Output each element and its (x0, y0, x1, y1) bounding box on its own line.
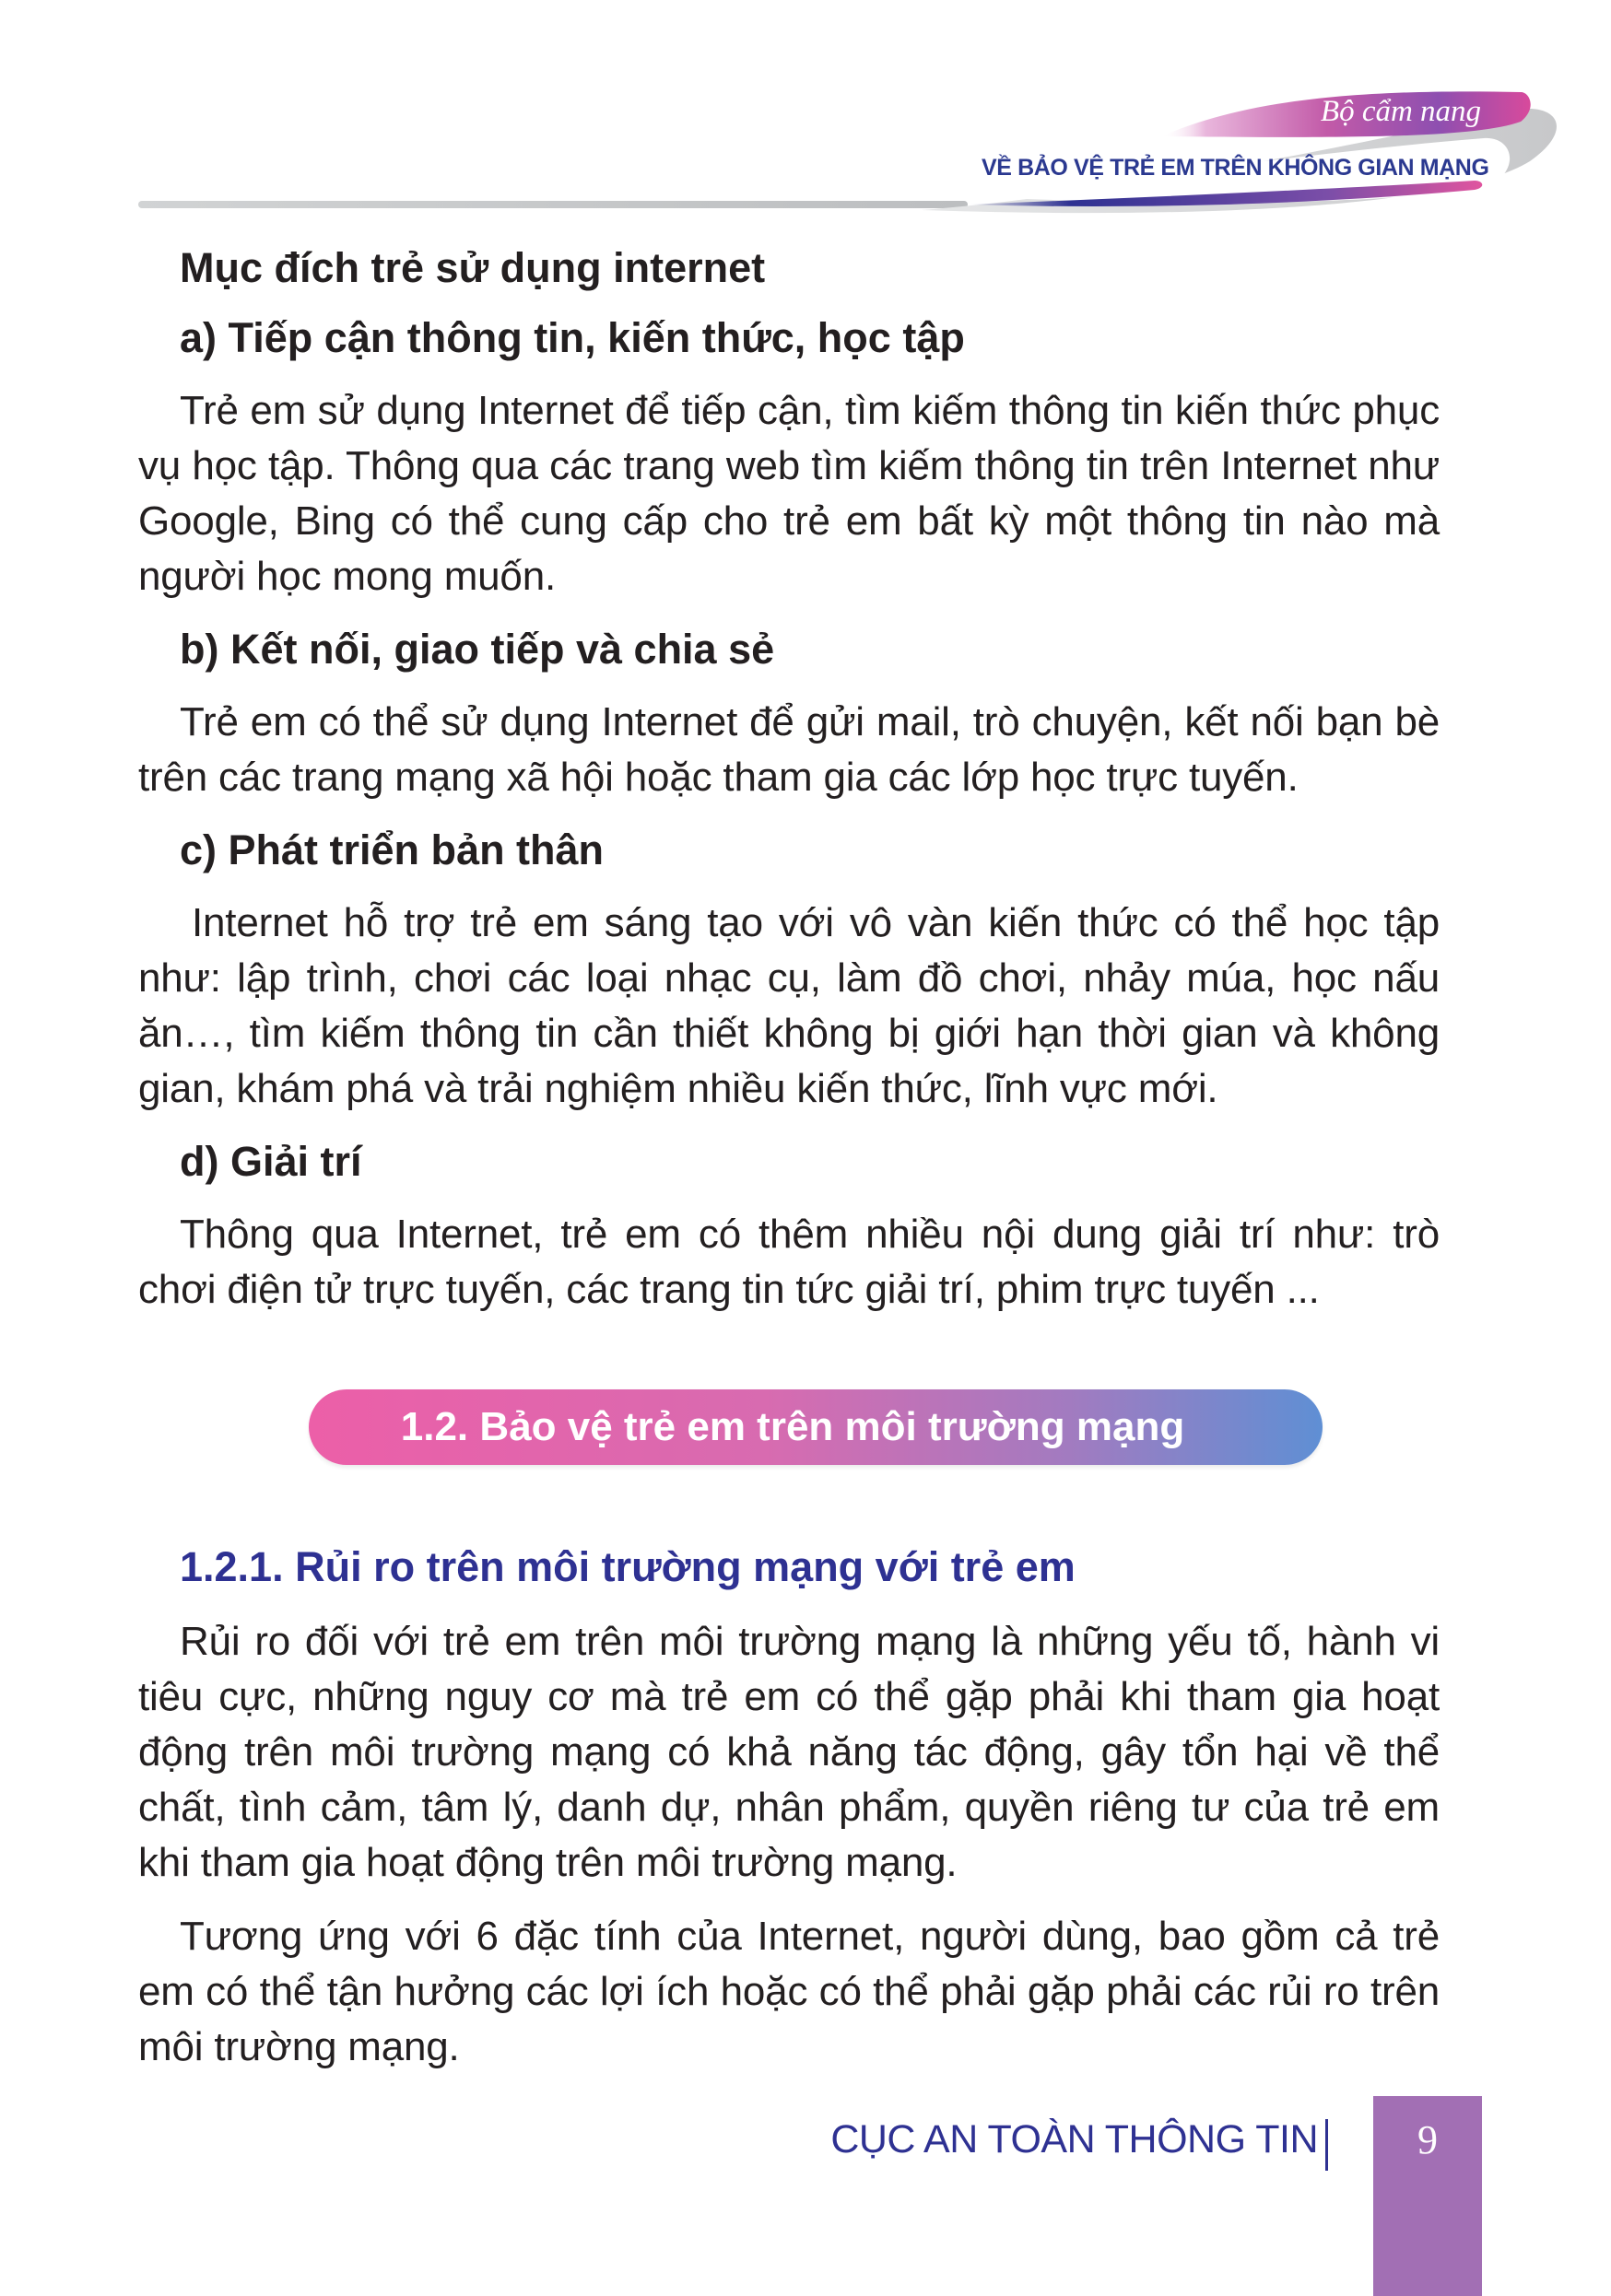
main-heading: Mục đích trẻ sử dụng internet (180, 244, 766, 291)
subsection-content (138, 1540, 1440, 2093)
section-banner (309, 1389, 1323, 1465)
section-paragraph-c: Internet hỗ trợ trẻ em sáng tạo với vô vàn kiến thức có thể học tập như: lập trình, chơi các loại nhạc cụ, làm đồ chơi, nhảy múa, học nấu ăn…, tìm kiếm thông tin cần thiết không bị giới hạn thời gian và không gian, khám phá và trải nghiệm nhiều kiến thức, lĩnh vực mới. (138, 900, 1440, 1111)
header-subtitle: VỀ BẢO VỆ TRẺ EM TRÊN KHÔNG GIAN MẠNG (982, 155, 1489, 181)
section-heading-b: b) Kết nối, giao tiếp và chia sẻ (180, 626, 775, 673)
section-banner-title: 1.2. Bảo vệ trẻ em trên môi trường mạng (400, 1404, 1185, 1449)
section-paragraph-a: Trẻ em sử dụng Internet để tiếp cận, tìm kiếm thông tin kiến thức phục vụ học tập. Thông qua các trang web tìm kiếm thông tin trên Internet như Google, Bing có thể cung cấp cho trẻ em bất kỳ một thông tin nào mà người học mong muốn. (138, 388, 1440, 599)
subsection-paragraph-1: Rủi ro đối với trẻ em trên môi trường mạng là những yếu tố, hành vi tiêu cực, những nguy cơ mà trẻ em có thể gặp phải khi tham gia hoạt động trên môi trường mạng có khả năng tác động, gây tổn hại về thể chất, tình cảm, tâm lý, danh dự, nhân phẩm, quyền riêng tư của trẻ em khi tham gia hoạt động trên môi trường mạng. (138, 1619, 1440, 1885)
page-header (0, 0, 1611, 230)
subsection-paragraph-2: Tương ứng với 6 đặc tính của Internet, người dùng, bao gồm cả trẻ em có thể tận hưởng các lợi ích hoặc có thể phải gặp phải các rủi ro trên môi trường mạng. (138, 1914, 1440, 2069)
page-number-tab (1373, 2096, 1482, 2296)
footer-organization: CỤC AN TOÀN THÔNG TIN (830, 2117, 1318, 2161)
page-number: 9 (1417, 2117, 1438, 2162)
section-paragraph-b: Trẻ em có thể sử dụng Internet để gửi mail, trò chuyện, kết nối bạn bè trên các trang mạng xã hội hoặc tham gia các lớp học trực tuyến. (138, 699, 1440, 800)
header-title: Bộ cẩm nang (1320, 95, 1482, 128)
main-content (138, 241, 1440, 1336)
subsection-heading: 1.2.1. Rủi ro trên môi trường mạng với trẻ em (180, 1543, 1076, 1590)
section-heading-d: d) Giải trí (180, 1138, 362, 1185)
section-heading-c: c) Phát triển bản thân (180, 826, 605, 873)
footer-divider (1325, 2119, 1328, 2171)
section-paragraph-d: Thông qua Internet, trẻ em có thêm nhiều nội dung giải trí như: trò chơi điện tử trực tuyến, các trang tin tức giải trí, phim trực tuyến ... (138, 1212, 1440, 1312)
section-heading-a: a) Tiếp cận thông tin, kiến thức, học tập (180, 314, 965, 361)
